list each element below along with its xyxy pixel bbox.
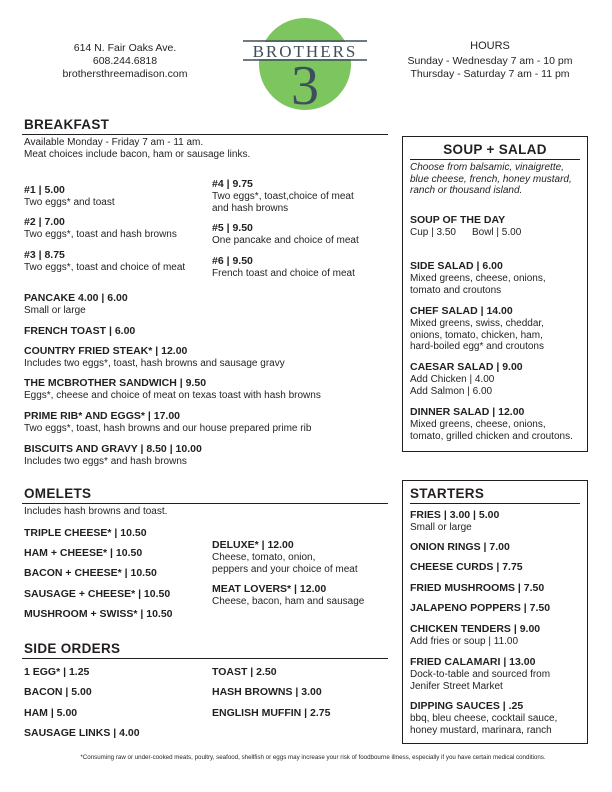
dressing-choices: Choose from balsamic, vinaigrette, blue cheese, french, honey mustard, ranch or thousand island. — [410, 162, 572, 196]
combo-6: #6 | 9.50 French toast and choice of meat — [212, 255, 355, 279]
side-toast: TOAST | 2.50 — [212, 666, 277, 678]
mcbrother-sandwich-item: THE MCBROTHER SANDWICH | 9.50 Eggs*, cheese and choice of meat on texas toast with hash browns — [24, 377, 321, 401]
side-english-muffin: ENGLISH MUFFIN | 2.75 — [212, 707, 331, 719]
logo-text: BROTHERS — [252, 42, 358, 61]
country-fried-steak-item: COUNTRY FRIED STEAK* | 12.00 Includes two eggs*, toast, hash browns and sausage gravy — [24, 345, 285, 369]
starter-jalapeno-poppers: JALAPENO POPPERS | 7.50 — [410, 602, 551, 614]
side-ham: HAM | 5.00 — [24, 707, 78, 719]
prime-rib-eggs-item: PRIME RIB* AND EGGS* | 17.00 Two eggs*, toast, hash browns and our house prepared prime rib — [24, 410, 312, 434]
side-salad: SIDE SALAD | 6.00 Mixed greens, cheese, onions, tomato and croutons — [410, 260, 546, 296]
side-orders-rule — [22, 658, 388, 659]
soup-of-the-day: SOUP OF THE DAY Cup | 3.50 Bowl | 5.00 — [410, 214, 522, 238]
combo-4: #4 | 9.75 Two eggs*, toast,choice of meat and hash browns — [212, 178, 354, 214]
logo-numeral: 3 — [291, 55, 319, 112]
omelets-intro: Includes hash browns and toast. — [24, 506, 168, 517]
starter-dipping-sauces: DIPPING SAUCES | .25 bbq, bleu cheese, cocktail sauce, honey mustard, marinara, ranch — [410, 700, 558, 736]
hours-block — [400, 40, 580, 81]
starter-onion-rings: ONION RINGS | 7.00 — [410, 541, 510, 553]
hours-line-2: Thursday - Saturday 7 am - 11 pm — [410, 68, 570, 80]
breakfast-intro: Available Monday - Friday 7 am - 11 am. Meat choices include bacon, ham or sausage links. — [24, 137, 251, 160]
omelet-triple-cheese: TRIPLE CHEESE* | 10.50 — [24, 527, 147, 539]
brothers-three-logo — [243, 16, 367, 112]
food-safety-disclaimer: *Consuming raw or under-cooked meats, poultry, seafood, shellfish or eggs may increase your risk of foodbourne illness, especially if you have certain medical conditions. — [80, 754, 546, 761]
combo-1: #1 | 5.00 Two eggs* and toast — [24, 184, 115, 208]
combo-5: #5 | 9.50 One pancake and choice of meat — [212, 222, 359, 246]
combo-3: #3 | 8.75 Two eggs*, toast and choice of meat — [24, 249, 186, 273]
hours-line-1: Sunday - Wednesday 7 am - 10 pm — [407, 55, 573, 67]
chef-salad: CHEF SALAD | 14.00 Mixed greens, swiss, cheddar, onions, tomato, chicken, ham, hard-boiled egg* and croutons — [410, 305, 544, 352]
starters-rule — [410, 503, 580, 504]
biscuits-gravy-item: BISCUITS AND GRAVY | 8.50 | 10.00 Includes two eggs* and hash browns — [24, 443, 202, 467]
omelet-deluxe: DELUXE* | 12.00 Cheese, tomato, onion, peppers and your choice of meat — [212, 539, 358, 575]
omelet-bacon-cheese: BACON + CHEESE* | 10.50 — [24, 567, 157, 579]
side-hash-browns: HASH BROWNS | 3.00 — [212, 686, 322, 698]
omelets-title: OMELETS — [24, 486, 92, 501]
omelet-ham-cheese: HAM + CHEESE* | 10.50 — [24, 547, 143, 559]
caesar-salad: CAESAR SALAD | 9.00 Add Chicken | 4.00 Add Salmon | 6.00 — [410, 361, 523, 397]
omelet-mushroom-swiss: MUSHROOM + SWISS* | 10.50 — [24, 608, 173, 620]
omelet-meat-lovers: MEAT LOVERS* | 12.00 Cheese, bacon, ham and sausage — [212, 583, 365, 607]
starter-fries: FRIES | 3.00 | 5.00 Small or large — [410, 509, 500, 533]
dinner-salad: DINNER SALAD | 12.00 Mixed greens, cheese, onions, tomato, grilled chicken and croutons. — [410, 406, 573, 442]
starters-title: STARTERS — [410, 486, 485, 501]
soup-salad-title: SOUP + SALAD — [443, 142, 547, 157]
pancake-item: PANCAKE 4.00 | 6.00 Small or large — [24, 292, 128, 316]
phone-number: 608.244.6818 — [92, 55, 158, 67]
website: brothersthreemadison.com — [62, 68, 188, 80]
breakfast-rule — [22, 134, 388, 135]
soup-salad-rule — [410, 159, 580, 160]
starter-fried-mushrooms: FRIED MUSHROOMS | 7.50 — [410, 582, 545, 594]
side-orders-title: SIDE ORDERS — [24, 641, 121, 656]
omelet-sausage-cheese: SAUSAGE + CHEESE* | 10.50 — [24, 588, 171, 600]
restaurant-address — [40, 42, 210, 81]
starter-fried-calamari: FRIED CALAMARI | 13.00 Dock-to-table and sourced from Jenifer Street Market — [410, 656, 551, 692]
starter-chicken-tenders: CHICKEN TENDERS | 9.00 Add fries or soup | 11.00 — [410, 623, 541, 647]
french-toast-item: FRENCH TOAST | 6.00 — [24, 325, 136, 337]
combo-2: #2 | 7.00 Two eggs*, toast and hash browns — [24, 216, 177, 240]
breakfast-title: BREAKFAST — [24, 117, 110, 132]
starter-cheese-curds: CHEESE CURDS | 7.75 — [410, 561, 523, 573]
side-sausage-links: SAUSAGE LINKS | 4.00 — [24, 727, 140, 739]
omelets-rule — [22, 503, 388, 504]
hours-title: HOURS — [470, 40, 510, 52]
street-address: 614 N. Fair Oaks Ave. — [73, 42, 177, 54]
side-bacon: BACON | 5.00 — [24, 686, 92, 698]
side-egg: 1 EGG* | 1.25 — [24, 666, 90, 678]
